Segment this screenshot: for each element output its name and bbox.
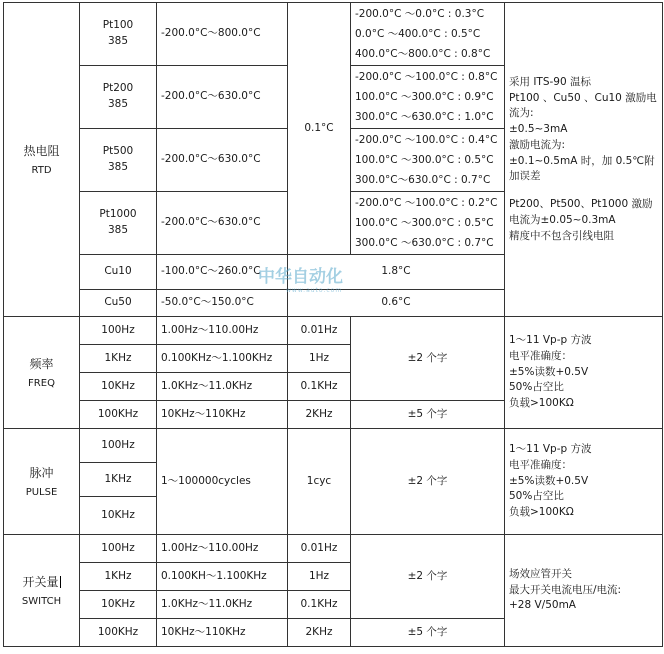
freq-accuracy: ±2 个字 — [351, 317, 505, 401]
category-name-en: SWITCH — [21, 595, 62, 607]
resolution-cell: 1Hz — [288, 345, 351, 373]
pulse-accuracy: ±2 个字 — [351, 429, 505, 535]
span-cell: 1.00Hz～110.00Hz — [157, 317, 288, 345]
range-cell: 100KHz — [80, 619, 157, 647]
range-cell: -200.0°C～630.0°C — [157, 66, 288, 129]
span-cell: 1.0KHz～11.0KHz — [157, 591, 288, 619]
resolution-cell: 0.1KHz — [288, 591, 351, 619]
span-cell: 0.100KHz～1.100KHz — [157, 345, 288, 373]
resolution-cell: 2KHz — [288, 401, 351, 429]
range-cell: 10KHz — [80, 591, 157, 619]
rtd-row-pt100 — [4, 3, 663, 66]
pulse-span: 1～100000cycles — [157, 429, 288, 535]
span-cell: 1.0KHz～11.0KHz — [157, 373, 288, 401]
pulse-resolution: 1cyc — [288, 429, 351, 535]
resolution-cell: 0.1KHz — [288, 373, 351, 401]
text-cursor — [60, 576, 61, 588]
accuracy-cell: -200.0°C ～100.0°C : 0.8°C 100.0°C ～300.0°C : 0.9°C 300.0°C ～630.0°C : 1.0°C — [351, 66, 505, 129]
sensor-cell: Pt500 385 — [80, 129, 157, 192]
rtd-notes: 采用 ITS-90 温标 Pt100 、Cu50 、Cu10 激励电 流为: ±0.5~3mA 激励电流为: ±0.1~0.5mA 时，加 0.5℃附 加误差 Pt200、Pt500、Pt1000 激励 电流为±0.05~0.3mA 精度中不包含引线电阻 — [505, 3, 663, 317]
category-name-cn: 开关量 — [22, 574, 59, 589]
range-cell: 1KHz — [80, 345, 157, 373]
accuracy-cell: -200.0°C ～100.0°C : 0.2°C 100.0°C ～300.0°C : 0.5°C 300.0°C ～630.0°C : 0.7°C — [351, 192, 505, 255]
sensor-cell: Pt100 385 — [80, 3, 157, 66]
range-cell: -200.0°C～630.0°C — [157, 129, 288, 192]
category-name-cn: 频率 — [29, 356, 54, 371]
range-cell: -200.0°C～630.0°C — [157, 192, 288, 255]
range-cell: -200.0°C～800.0°C — [157, 3, 288, 66]
range-cell: 100Hz — [80, 535, 157, 563]
freq-row — [4, 317, 663, 345]
switch-accuracy: ±2 个字 — [351, 535, 505, 619]
sensor-cell: Pt200 385 — [80, 66, 157, 129]
range-cell: 100Hz — [80, 429, 157, 463]
range-cell: -100.0°C～260.0°C — [157, 255, 288, 290]
accuracy-cell: 0.6°C — [288, 290, 505, 317]
sensor-cell: Pt1000 385 — [80, 192, 157, 255]
sensor-cell: Cu50 — [80, 290, 157, 317]
watermark-logo: 中华自动化 www.auto.com — [258, 267, 343, 294]
range-cell: 100Hz — [80, 317, 157, 345]
category-rtd — [4, 3, 80, 317]
pulse-row — [4, 429, 663, 463]
sensor-cell: Cu10 — [80, 255, 157, 290]
resolution-cell: 0.01Hz — [288, 535, 351, 563]
range-cell: -50.0°C～150.0°C — [157, 290, 288, 317]
accuracy-cell: -200.0°C ～0.0°C : 0.3°C 0.0°C ～400.0°C : 0.5°C 400.0°C～800.0°C : 0.8°C — [351, 3, 505, 66]
resolution-cell: 0.01Hz — [288, 317, 351, 345]
switch-notes: 场效应管开关 最大开关电流电压/电流: +28 V/50mA — [505, 535, 663, 647]
category-name-en: FREQ — [28, 377, 55, 389]
range-cell: 1KHz — [80, 563, 157, 591]
switch-row — [4, 535, 663, 563]
category-name-en: RTD — [31, 164, 52, 176]
range-cell: 1KHz — [80, 463, 157, 497]
accuracy-cell: 1.8°C — [288, 255, 505, 290]
span-cell: 0.100KH～1.100KHz — [157, 563, 288, 591]
resolution-cell: 2KHz — [288, 619, 351, 647]
rtd-resolution: 0.1°C — [288, 3, 351, 255]
category-switch — [4, 535, 80, 647]
switch-accuracy-last: ±5 个字 — [351, 619, 505, 647]
span-cell: 1.00Hz～110.00Hz — [157, 535, 288, 563]
category-pulse — [4, 429, 80, 535]
category-name-cn: 脉冲 — [29, 465, 54, 480]
spec-table — [3, 2, 663, 647]
span-cell: 10KHz～110KHz — [157, 619, 288, 647]
range-cell: 100KHz — [80, 401, 157, 429]
category-name-en: PULSE — [25, 486, 58, 498]
category-freq — [4, 317, 80, 429]
accuracy-cell: -200.0°C ～100.0°C : 0.4°C 100.0°C ～300.0°C : 0.5°C 300.0°C～630.0°C : 0.7°C — [351, 129, 505, 192]
range-cell: 10KHz — [80, 497, 157, 535]
range-cell: 10KHz — [80, 373, 157, 401]
span-cell: 10KHz～110KHz — [157, 401, 288, 429]
freq-notes: 1～11 Vp-p 方波 电平准确度： ±5%读数+0.5V 50%占空比 负载>100KΩ — [505, 317, 663, 429]
pulse-notes: 1～11 Vp-p 方波 电平准确度： ±5%读数+0.5V 50%占空比 负载>100KΩ — [505, 429, 663, 535]
category-name-cn: 热电阻 — [23, 143, 60, 158]
freq-accuracy-last: ±5 个字 — [351, 401, 505, 429]
resolution-cell: 1Hz — [288, 563, 351, 591]
